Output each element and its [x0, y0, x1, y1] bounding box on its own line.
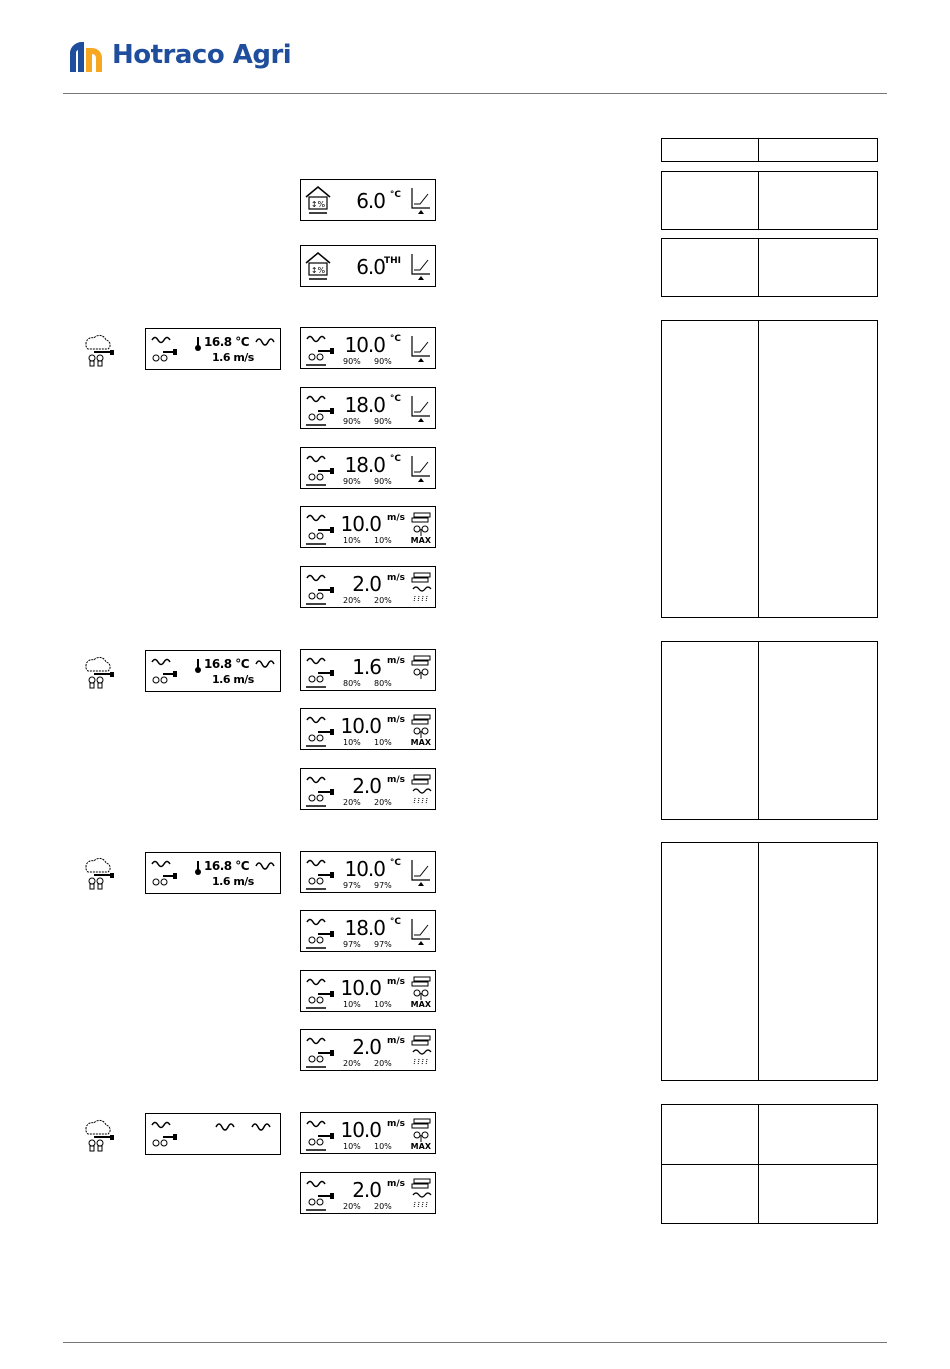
- brand-name: Hotraco Agri: [112, 40, 292, 70]
- fan-cooling-icon: [304, 653, 336, 694]
- lcd-display: [300, 506, 436, 548]
- thermometer-icon: [194, 336, 202, 352]
- lcd-percent-1: 90%: [343, 417, 361, 426]
- lcd-tag: MAX: [410, 1142, 431, 1151]
- fan-speed-icon: [410, 1117, 432, 1156]
- fan-speed-icon: [410, 975, 432, 1014]
- fan-cooling-icon: [304, 570, 336, 611]
- fan-cooling-icon: [149, 1117, 179, 1151]
- fan-cooling-icon: [304, 855, 336, 896]
- lcd-percent-1: 10%: [343, 1142, 361, 1151]
- lcd-unit: m/s: [386, 775, 405, 785]
- fan-cooling-icon: [304, 451, 336, 492]
- lcd-display: [300, 1029, 436, 1071]
- weather-sprinkler-icon: [80, 330, 118, 368]
- lcd-unit: m/s: [386, 656, 405, 666]
- summary-wind: 1.6 m/s: [212, 875, 254, 888]
- lcd-unit: m/s: [386, 1179, 405, 1189]
- lcd-display: [300, 387, 436, 429]
- lcd-unit: °C: [389, 334, 401, 344]
- fan-speed-icon: [410, 713, 432, 752]
- lcd-unit: m/s: [386, 1036, 405, 1046]
- fan-cooling-icon: [149, 654, 179, 688]
- curve-icon: [410, 392, 432, 429]
- lcd-value: 18.0: [344, 453, 385, 477]
- lcd-percent-1: 97%: [343, 940, 361, 949]
- lcd-percent-2: 20%: [374, 1059, 392, 1068]
- table-block-3: [661, 320, 878, 618]
- header-rule: [63, 93, 887, 94]
- curve-icon: [410, 250, 432, 287]
- lcd-percent-2: 10%: [374, 738, 392, 747]
- fan-cooling-icon: [304, 914, 336, 955]
- summary-display: [145, 1113, 281, 1155]
- house-icon: [304, 183, 332, 222]
- table-block-2: [661, 238, 878, 297]
- fan-cooling-icon: [304, 974, 336, 1015]
- fan-cooling-icon: [304, 1033, 336, 1074]
- summary-temp: 16.8 °C: [204, 335, 250, 349]
- fan-speed-icon: [410, 654, 432, 693]
- curve-icon: [410, 184, 432, 221]
- lcd-unit: m/s: [386, 513, 405, 523]
- table-block-6: [661, 1104, 878, 1224]
- curve-icon: [410, 915, 432, 952]
- fan-cooling-icon: [304, 772, 336, 813]
- table-block-5: [661, 842, 878, 1081]
- lcd-percent-2: 10%: [374, 1142, 392, 1151]
- lcd-tag: MAX: [410, 738, 431, 747]
- lcd-display: [300, 649, 436, 691]
- lcd-percent-1: 20%: [343, 1202, 361, 1211]
- thermometer-icon: [194, 658, 202, 674]
- lcd-percent-1: 80%: [343, 679, 361, 688]
- lcd-percent-1: 90%: [343, 477, 361, 486]
- summary-temp: 16.8 °C: [204, 657, 250, 671]
- lcd-percent-2: 90%: [374, 477, 392, 486]
- lcd-display: [300, 768, 436, 810]
- lcd-display: [300, 327, 436, 369]
- lcd-display: [300, 566, 436, 608]
- lcd-percent-1: 20%: [343, 596, 361, 605]
- lcd-value: 18.0: [344, 393, 385, 417]
- lcd-value: 6.0: [356, 189, 385, 213]
- lcd-display: [300, 1172, 436, 1214]
- table-block-4: [661, 641, 878, 820]
- wave-icon: [214, 1117, 240, 1131]
- summary-temp: 16.8 °C: [204, 859, 250, 873]
- lcd-value: 10.0: [340, 976, 381, 1000]
- fan-speed-icon: [410, 511, 432, 550]
- thermometer-icon: [194, 860, 202, 876]
- lcd-unit: °C: [389, 858, 401, 868]
- curve-icon: [410, 452, 432, 489]
- lcd-display: [300, 910, 436, 952]
- lcd-value: 2.0: [352, 774, 381, 798]
- wave-icon: [254, 654, 280, 668]
- lcd-unit: °C: [389, 454, 401, 464]
- lcd-percent-2: 10%: [374, 1000, 392, 1009]
- lcd-unit: m/s: [386, 573, 405, 583]
- lcd-value: 10.0: [344, 333, 385, 357]
- lcd-unit: °C: [389, 394, 401, 404]
- lcd-percent-2: 20%: [374, 1202, 392, 1211]
- summary-display: [145, 650, 281, 692]
- spray-icon: [410, 571, 432, 610]
- summary-display: [145, 852, 281, 894]
- fan-cooling-icon: [149, 856, 179, 890]
- spray-icon: [410, 1034, 432, 1073]
- summary-wind: 1.6 m/s: [212, 351, 254, 364]
- weather-sprinkler-icon: [80, 652, 118, 690]
- curve-icon: [410, 332, 432, 369]
- lcd-display: [300, 851, 436, 893]
- lcd-unit: m/s: [386, 977, 405, 987]
- lcd-value: 2.0: [352, 1178, 381, 1202]
- lcd-value: 1.6: [352, 655, 381, 679]
- lcd-value: 10.0: [344, 857, 385, 881]
- wave-icon: [254, 856, 280, 870]
- lcd-display: [300, 447, 436, 489]
- lcd-tag: MAX: [410, 536, 431, 545]
- lcd-value: 18.0: [344, 916, 385, 940]
- lcd-display: [300, 970, 436, 1012]
- lcd-tag: MAX: [410, 1000, 431, 1009]
- lcd-percent-1: 10%: [343, 738, 361, 747]
- lcd-display: [300, 245, 436, 287]
- fan-cooling-icon: [304, 712, 336, 753]
- weather-sprinkler-icon: [80, 1115, 118, 1153]
- lcd-percent-2: 20%: [374, 798, 392, 807]
- lcd-display: [300, 179, 436, 221]
- fan-cooling-icon: [304, 391, 336, 432]
- lcd-unit: THI: [383, 256, 401, 266]
- lcd-unit: °C: [389, 917, 401, 927]
- svg-text:↕%: ↕%: [310, 200, 326, 209]
- lcd-value: 2.0: [352, 572, 381, 596]
- curve-icon: [410, 856, 432, 893]
- table-header: [661, 138, 878, 162]
- lcd-percent-1: 20%: [343, 1059, 361, 1068]
- wave-icon: [250, 1117, 276, 1131]
- lcd-percent-1: 10%: [343, 1000, 361, 1009]
- lcd-percent-1: 10%: [343, 536, 361, 545]
- fan-cooling-icon: [149, 332, 179, 366]
- lcd-percent-2: 97%: [374, 881, 392, 890]
- lcd-unit: °C: [389, 190, 401, 200]
- lcd-percent-1: 20%: [343, 798, 361, 807]
- lcd-percent-1: 90%: [343, 357, 361, 366]
- spray-icon: [410, 1177, 432, 1216]
- table-block-1: [661, 171, 878, 230]
- lcd-display: [300, 708, 436, 750]
- lcd-value: 10.0: [340, 512, 381, 536]
- fan-cooling-icon: [304, 331, 336, 372]
- lcd-percent-1: 97%: [343, 881, 361, 890]
- lcd-value: 10.0: [340, 714, 381, 738]
- lcd-unit: m/s: [386, 715, 405, 725]
- weather-sprinkler-icon: [80, 853, 118, 891]
- lcd-percent-2: 97%: [374, 940, 392, 949]
- lcd-percent-2: 20%: [374, 596, 392, 605]
- wave-icon: [254, 332, 280, 346]
- fan-cooling-icon: [304, 510, 336, 551]
- fan-cooling-icon: [304, 1176, 336, 1217]
- lcd-percent-2: 90%: [374, 417, 392, 426]
- lcd-unit: m/s: [386, 1119, 405, 1129]
- fan-cooling-icon: [304, 1116, 336, 1157]
- lcd-value: 10.0: [340, 1118, 381, 1142]
- summary-display: [145, 328, 281, 370]
- lcd-display: [300, 1112, 436, 1154]
- lcd-value: 2.0: [352, 1035, 381, 1059]
- lcd-percent-2: 80%: [374, 679, 392, 688]
- summary-wind: 1.6 m/s: [212, 673, 254, 686]
- svg-text:↕%: ↕%: [310, 266, 326, 275]
- footer-rule: [63, 1342, 887, 1343]
- lcd-value: 6.0: [356, 255, 385, 279]
- lcd-percent-2: 10%: [374, 536, 392, 545]
- lcd-percent-2: 90%: [374, 357, 392, 366]
- hotraco-logo-icon: [66, 38, 104, 76]
- house-icon: [304, 249, 332, 288]
- spray-icon: [410, 773, 432, 812]
